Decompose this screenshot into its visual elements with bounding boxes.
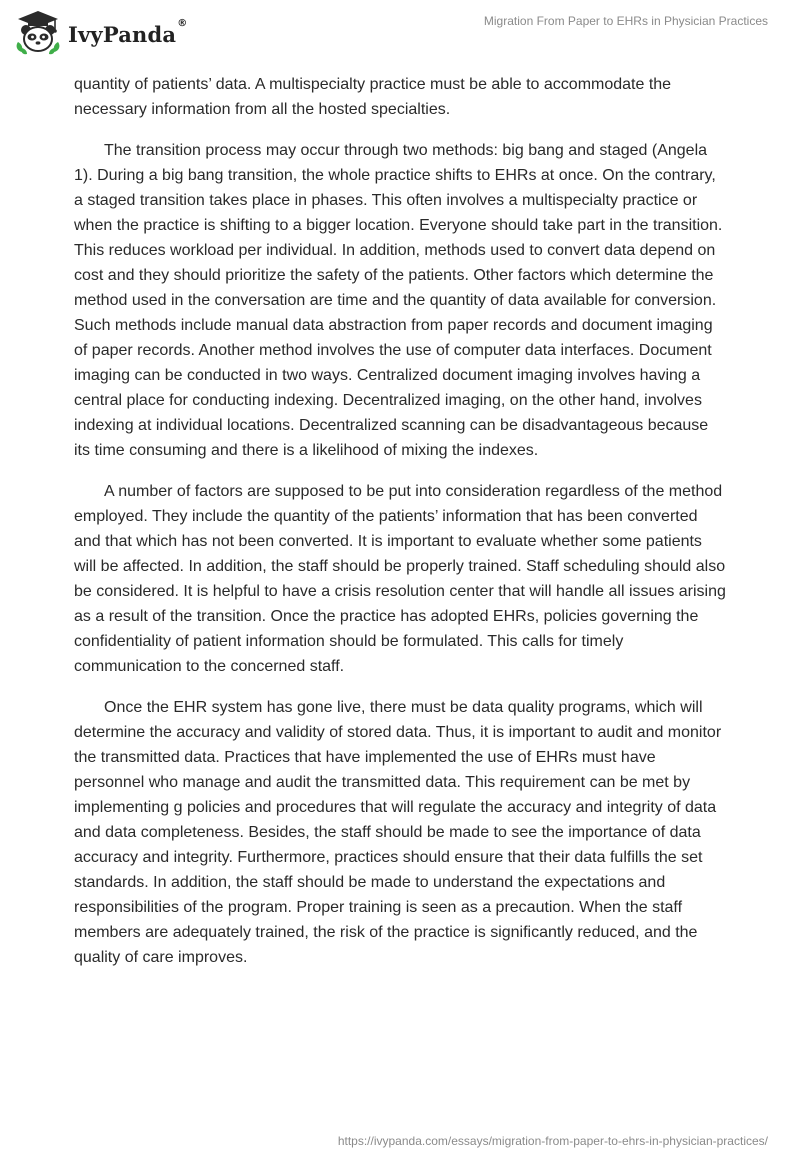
logo-name: IvyPanda <box>68 21 177 47</box>
paragraph-data-quality: Once the EHR system has gone live, there must be data quality programs, which will determine the accuracy and validity of stored data. Thus, it is important to audit and monitor the transmitted data. Practices that have implemented the use of EHRs must have personnel who manage and audit the transmitted data. This requirement can be met by implementing g policies and procedures that will regulate the accuracy and integrity of data and data completeness. Besides, the staff should be made to see the importance of data accuracy and integrity. Furthermore, practices should ensure that their data fulfills the set standards. In addition, the staff should be made to understand the expectations and responsibilities of the program. Proper training is seen as a precaution. When the staff members are adequately trained, the risk of the practice is significantly reduced, and the quality of care improves. <box>74 699 722 966</box>
paragraph-factors: A number of factors are supposed to be put into consideration regardless of the method employed. They include the quantity of the patients’ information that has been converted and that which has not been converted. It is important to evaluate whether some patients will be affected. In addition, the staff should be properly trained. Staff scheduling should also be considered. It is helpful to have a crisis resolution center that will handle all issues arising as a result of the transition. Once the practice has adopted EHRs, policies governing the confidentiality of patient information should be formulated. This calls for timely communication to the concerned staff. <box>74 483 726 675</box>
document-title: Migration From Paper to EHRs in Physician Practices <box>483 14 768 28</box>
logo-wordmark <box>68 17 188 47</box>
essay-body <box>74 72 726 986</box>
panda-logo-icon <box>14 8 62 56</box>
registered-mark: ® <box>177 17 188 29</box>
paragraph-continuation: quantity of patients’ data. A multispecialty practice must be able to accommodate the necessary information from all the hosted specialties. <box>74 76 672 118</box>
source-url[interactable]: https://ivypanda.com/essays/migration-from-paper-to-ehrs-in-physician-practices/ <box>337 1134 768 1148</box>
ivypanda-logo[interactable] <box>14 8 187 56</box>
paragraph-transition-methods: The transition process may occur through two methods: big bang and staged (Angela 1). During a big bang transition, the whole practice shifts to EHRs at once. On the contrary, a staged transition takes place in phases. This often involves a multispecialty practice or when the practice is shifting to a bigger location. Everyone should take part in the transition. This reduces workload per individual. In addition, methods used to convert data depend on cost and they should prioritize the safety of the patients. Other factors which determine the method used in the conversation are time and the quantity of data available for conversion. Such methods include manual data abstraction from paper records and document imaging of paper records. Another method involves the use of computer data interfaces. Document imaging can be conducted in two ways. Centralized document imaging involves having a central place for conducting indexing. Decentralized imaging, on the other hand, involves indexing at individual locations. Decentralized scanning can be disadvantageous because its time consuming and there is a likelihood of mixing the indexes. <box>74 142 723 459</box>
page-header <box>0 0 800 66</box>
